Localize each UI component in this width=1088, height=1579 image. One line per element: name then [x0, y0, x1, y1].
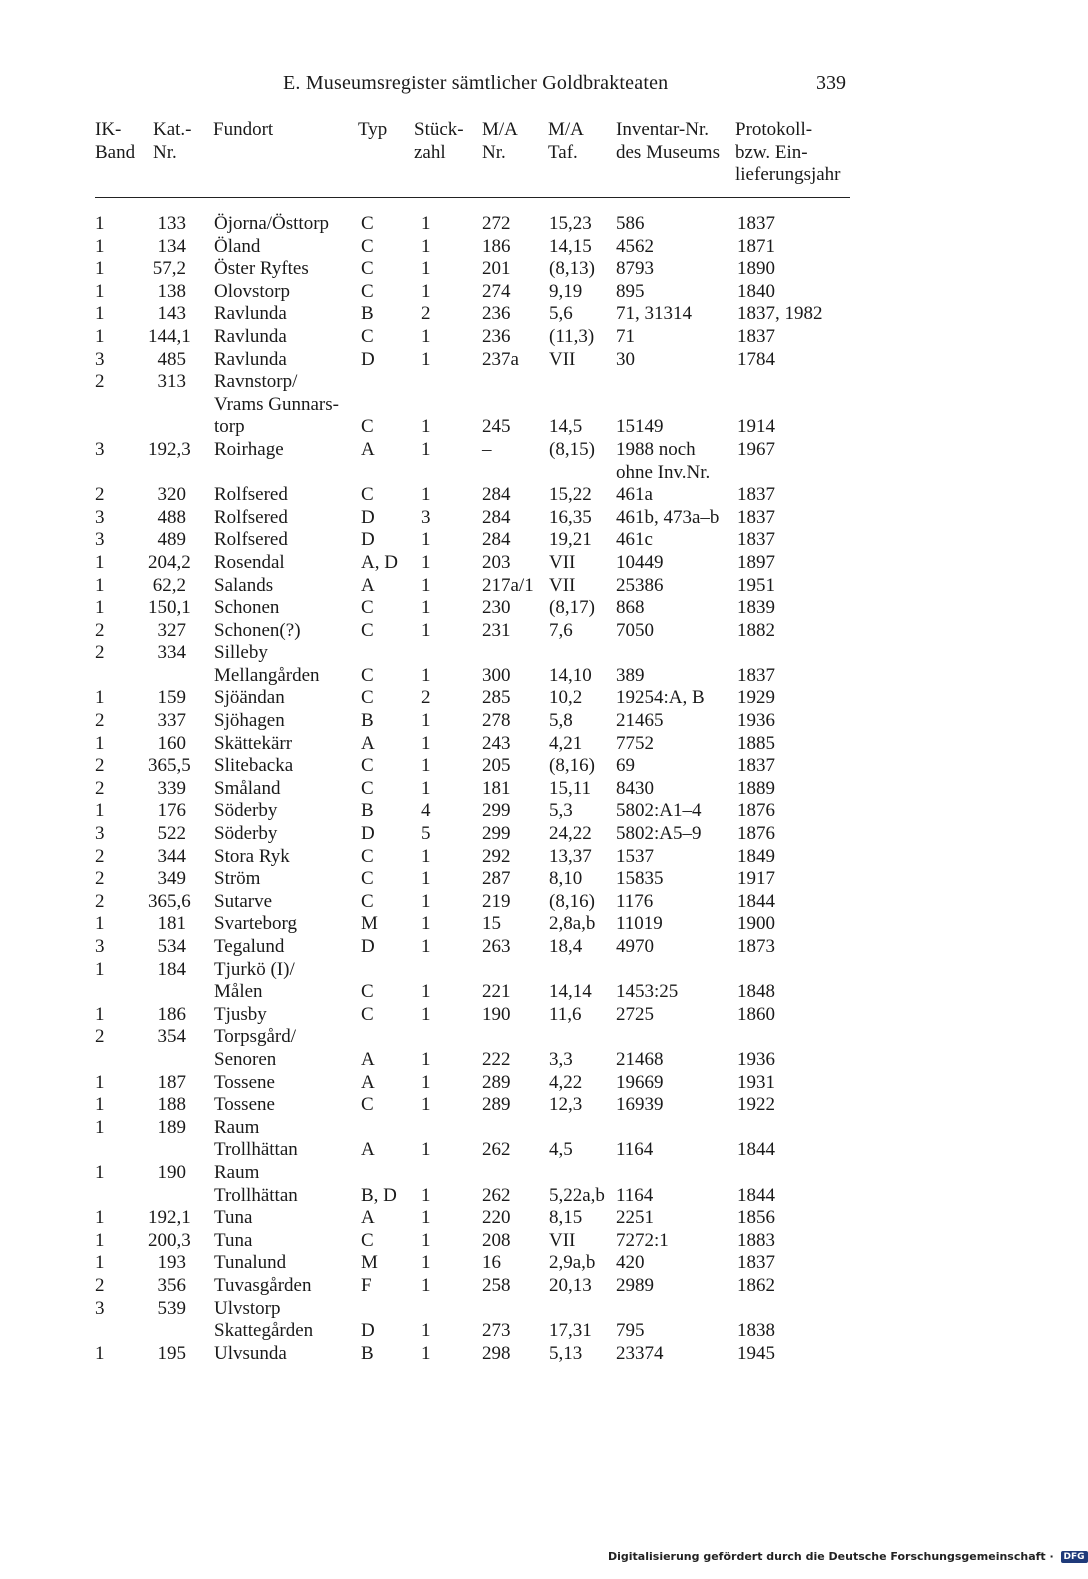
column-band: 1 1 1 1 1 1 3 2 3 2 3 3 1 1 1 2 2 1 2 1 2 2 1 3 2 2 2 1 3 1 1 2 1 1 1 1 1 1 1 2 3 1 [95, 213, 105, 1364]
column-fundort: Öjorna/Östtorp Öland Öster Ryftes Olovstorp Ravlunda Ravlunda Ravlunda Ravnstorp/ Vrams Gunnars- torp Roirhage Rolfsered Rolfsered Rolfsered Rosendal Salands Schonen Schonen(?) Silleby Mellangården Sjöändan Sjöhagen Skättekärr Slitebacka Småland Söderby Söderby Stora Ryk Ström Sutarve Svarteborg Tegalund Tjurkö (I)/ Målen Tjusby Torpsgård/ Senoren Tossene Tossene Raum Trollhättan Raum Trollhättan Tuna Tuna Tunalund Tuvasgården Ulvstorp Skattegården Ulvsunda [214, 213, 339, 1364]
header-protokoll: Protokoll- bzw. Ein- lieferungsjahr [735, 119, 841, 186]
column-ma-taf: 15,23 14,15 (8,13) 9,19 5,6 (11,3) VII 14,5 (8,15) 15,22 16,35 19,21 VII VII (8,17) 7,6 14,10 10,2 5,8 4,21 (8,16) 15,11 5,3 24,22 13,37 8,10 (8,16) 2,8a,b 18,4 14,14 11,6 3,3 4,22 12,3 4,5 5,22a,b 8,15 VII 2,9a,b 20,13 17,31 5,13 [549, 213, 605, 1364]
column-stueckzahl: 1 1 1 1 2 1 1 1 1 1 3 1 1 1 1 1 1 2 1 1 1 1 4 5 1 1 1 1 1 1 1 1 1 1 1 1 1 1 1 1 1 1 [421, 213, 431, 1364]
header-ma-nr: M/A Nr. [482, 119, 518, 163]
header-fundort: Fundort [213, 119, 274, 140]
header-rule [95, 197, 850, 198]
running-head: E. Museumsregister sämtlicher Goldbrakteaten [283, 72, 669, 94]
header-band: IK- Band [95, 119, 136, 163]
digitization-footer [608, 1550, 1088, 1563]
column-ma-nr: 272 186 201 274 236 236 237a 245 – 284 284 284 203 217a/1 230 231 300 285 278 243 205 181 299 299 292 287 219 15 263 221 190 222 289 289 262 262 220 208 16 258 273 298 [482, 213, 534, 1364]
header-stueckzahl: Stück- zahl [414, 119, 464, 163]
header-typ: Typ [358, 119, 388, 140]
dfg-logo: DFG [1061, 1551, 1088, 1563]
header-ma-taf: M/A Taf. [548, 119, 584, 163]
page-number: 339 [816, 72, 846, 94]
column-kat-nr: 133 134 57,2 138 143 144,1 485 313 192,3 320 488 489 204,2 62,2 150,1 327 334 159 337 160 365,5 339 176 522 344 349 365,6 181 534 184 186 354 187 188 189 190 192,1 200,3 193 356 539 195 [148, 213, 191, 1364]
header-kat: Kat.- Nr. [153, 119, 192, 163]
footer-text: Digitalisierung gefördert durch die Deutsche Forschungsgemeinschaft · [608, 1550, 1054, 1563]
header-inventar: Inventar-Nr. des Museums [616, 119, 720, 163]
column-protokoll: 1837 1871 1890 1840 1837, 1982 1837 1784 1914 1967 1837 1837 1837 1897 1951 1839 1882 1837 1929 1936 1885 1837 1889 1876 1876 1849 1917 1844 1900 1873 1848 1860 1936 1931 1922 1844 1844 1856 1883 1837 1862 1838 1945 [737, 213, 823, 1364]
column-typ: C C C C B C D C A C D D A, D A C C C C B A C C B D C C C M D C C A A C A B, D A C M F D B [361, 213, 398, 1364]
column-inventar: 586 4562 8793 895 71, 31314 71 30 15149 1988 noch ohne Inv.Nr. 461a 461b, 473a–b 461c 10449 25386 868 7050 389 19254:A, B 21465 7752 69 8430 5802:A1–4 5802:A5–9 1537 15835 1176 11019 4970 1453:25 2725 21468 19669 16939 1164 1164 2251 7272:1 420 2989 795 23374 [616, 213, 720, 1364]
